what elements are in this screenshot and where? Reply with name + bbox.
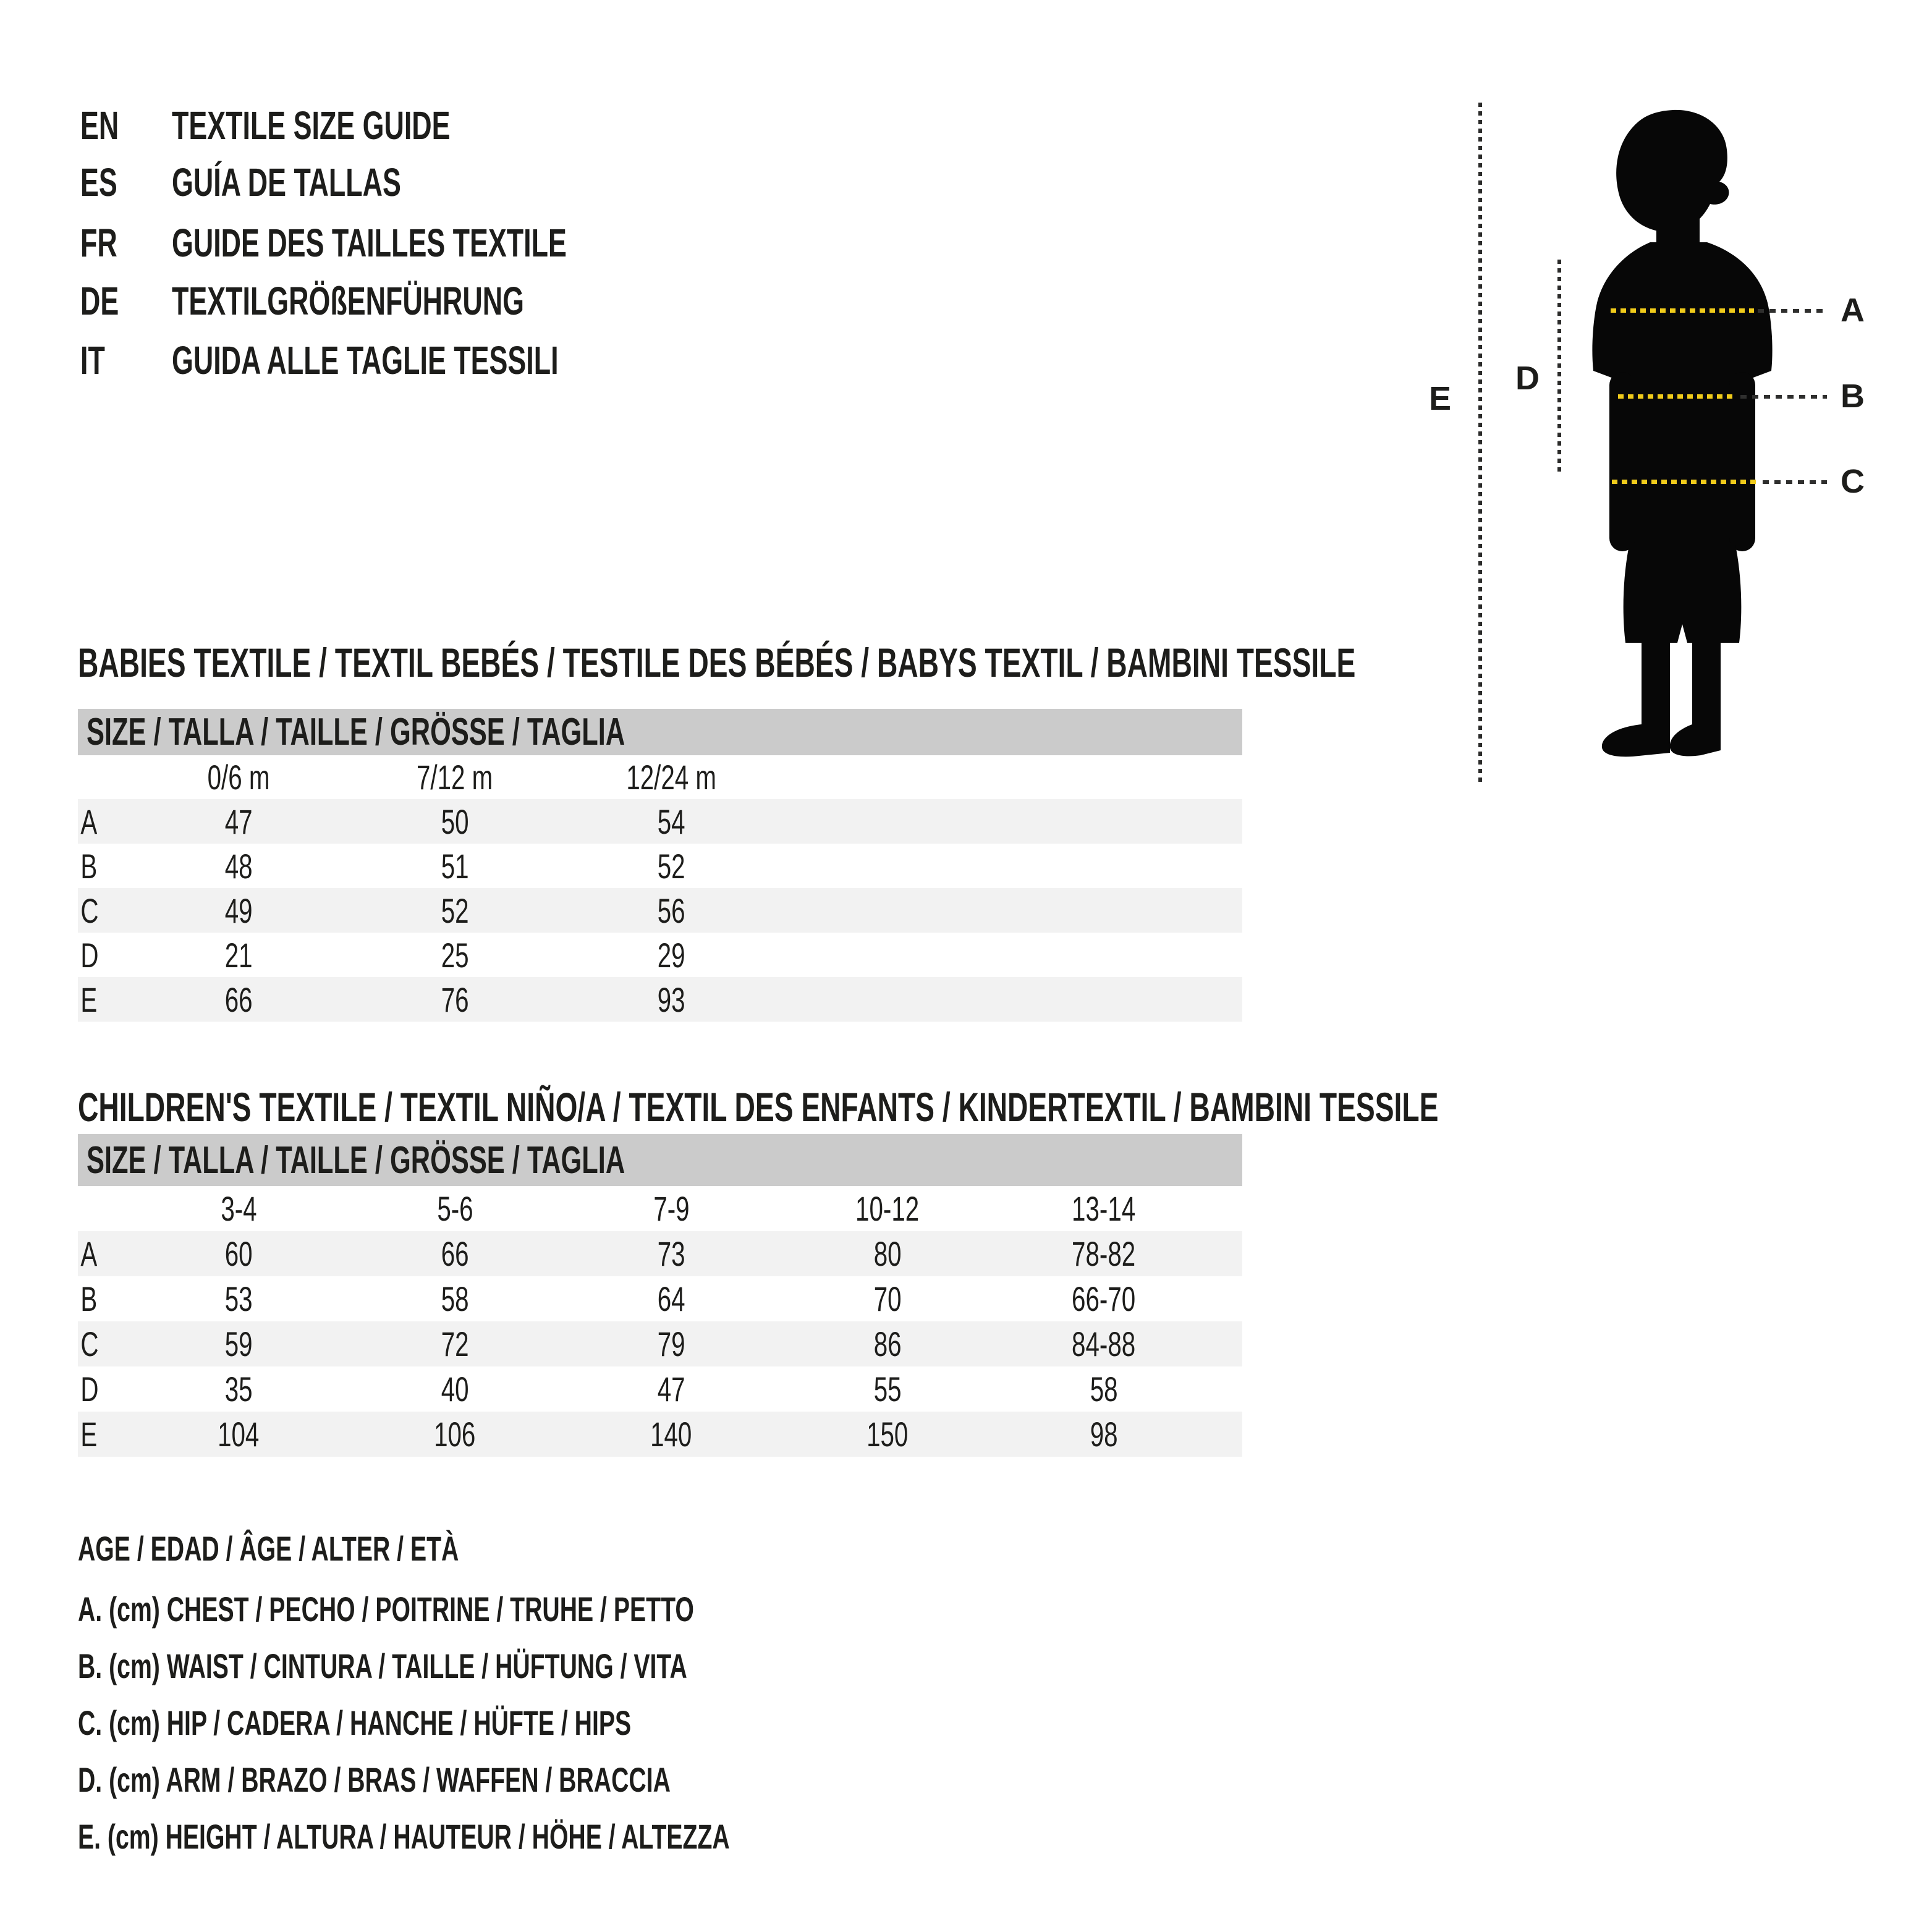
children-e-2: 140 (650, 1415, 692, 1454)
chest-leader-dash (1758, 309, 1827, 313)
babies-col-2: 12/24 m (626, 758, 716, 797)
babies-col-0: 0/6 m (207, 758, 270, 797)
legend-arm: D. (cm) ARM / BRAZO / BRAS / WAFFEN / BRACCIA (78, 1760, 671, 1799)
babies-section-title: BABIES TEXTILE / TEXTIL BEBÉS / TESTILE DES BÉBÉS / BABYS TEXTIL / BAMBINI TESSILE (78, 640, 1356, 685)
children-d-0: 35 (224, 1370, 253, 1409)
children-row-e-label: E (80, 1415, 98, 1454)
legend-height: E. (cm) HEIGHT / ALTURA / HAUTEUR / HÖHE / ALTEZZA (78, 1817, 730, 1856)
children-row-b-label: B (80, 1279, 98, 1318)
table-row (78, 1412, 1242, 1457)
table-row (78, 888, 1242, 933)
chest-label: A (1841, 292, 1865, 329)
children-d-1: 40 (441, 1370, 469, 1409)
lang-code-es: ES (80, 160, 117, 205)
babies-row-c-label: C (80, 891, 99, 930)
babies-row-b-label: B (80, 846, 98, 886)
table-row (78, 933, 1242, 977)
arm-dotted-line (1557, 260, 1561, 475)
babies-row-e-label: E (80, 980, 98, 1019)
lang-title-it: GUIDA ALLE TAGLIE TESSILI (172, 338, 559, 383)
lang-row-es (80, 158, 499, 207)
lang-code-it: IT (80, 338, 105, 383)
children-a-1: 66 (441, 1234, 469, 1273)
chest-yellow-dash (1611, 308, 1754, 313)
children-row-d-label: D (80, 1370, 99, 1409)
children-e-1: 106 (434, 1415, 476, 1454)
children-b-3: 70 (873, 1279, 902, 1318)
babies-d-2: 29 (657, 935, 685, 975)
children-row-c-label: C (80, 1324, 99, 1363)
children-b-0: 53 (224, 1279, 253, 1318)
table-row (78, 1366, 1242, 1412)
children-c-3: 86 (873, 1324, 902, 1363)
babies-a-2: 54 (657, 802, 685, 841)
babies-b-2: 52 (657, 846, 685, 886)
children-c-0: 59 (224, 1324, 253, 1363)
babies-e-2: 93 (657, 980, 685, 1019)
children-a-2: 73 (657, 1234, 685, 1273)
babies-row-d-label: D (80, 935, 99, 975)
children-size-header: SIZE / TALLA / TAILLE / GRÖSSE / TAGLIA (87, 1138, 625, 1182)
babies-e-1: 76 (441, 980, 469, 1019)
children-a-3: 80 (873, 1234, 902, 1273)
lang-title-es: GUÍA DE TALLAS (172, 160, 401, 205)
height-label: E (1429, 380, 1452, 417)
children-e-0: 104 (218, 1415, 260, 1454)
children-section-title: CHILDREN'S TEXTILE / TEXTIL NIÑO/A / TEXTIL DES ENFANTS / KINDERTEXTIL / BAMBINI TESSILE (78, 1084, 1439, 1130)
babies-row-a-label: A (80, 802, 98, 841)
hip-label: C (1841, 463, 1865, 500)
children-col-2: 7-9 (653, 1189, 690, 1228)
children-col-1: 5-6 (436, 1189, 473, 1228)
children-b-1: 58 (441, 1279, 469, 1318)
children-row-a-label: A (80, 1234, 98, 1273)
children-col-0: 3-4 (220, 1189, 257, 1228)
children-d-4: 58 (1090, 1370, 1118, 1409)
lang-row-fr (80, 218, 736, 268)
babies-size-header: SIZE / TALLA / TAILLE / GRÖSSE / TAGLIA (87, 711, 625, 753)
babies-col-1: 7/12 m (417, 758, 493, 797)
children-e-4: 98 (1090, 1415, 1118, 1454)
table-row (78, 1231, 1242, 1276)
babies-b-1: 51 (441, 846, 469, 886)
arm-label: D (1515, 360, 1540, 397)
table-row (78, 1321, 1242, 1366)
children-col-3: 10-12 (855, 1189, 920, 1228)
waist-yellow-dash (1618, 394, 1737, 399)
lang-code-en: EN (80, 103, 119, 148)
babies-d-1: 25 (441, 935, 469, 975)
lang-row-it (80, 336, 724, 385)
children-d-2: 47 (657, 1370, 685, 1409)
lang-code-de: DE (80, 279, 119, 323)
lang-row-de (80, 276, 675, 326)
babies-d-0: 21 (224, 935, 253, 975)
lang-title-de: TEXTILGRÖßENFÜHRUNG (172, 279, 524, 323)
children-c-4: 84-88 (1072, 1324, 1136, 1363)
legend-hip: C. (cm) HIP / CADERA / HANCHE / HÜFTE / HIPS (78, 1703, 632, 1742)
babies-e-0: 66 (224, 980, 253, 1019)
children-d-3: 55 (873, 1370, 902, 1409)
table-row (78, 1276, 1242, 1321)
children-c-1: 72 (441, 1324, 469, 1363)
lang-row-en (80, 101, 570, 150)
legend-age: AGE / EDAD / ÂGE / ALTER / ETÀ (78, 1529, 459, 1568)
children-b-2: 64 (657, 1279, 685, 1318)
waist-label: B (1841, 378, 1865, 415)
children-column-header-row (78, 1186, 1242, 1231)
babies-column-header-row (78, 755, 1242, 799)
table-row (78, 799, 1242, 844)
babies-c-1: 52 (441, 891, 469, 930)
hip-yellow-dash (1612, 480, 1759, 484)
babies-c-2: 56 (657, 891, 685, 930)
children-size-header-band (78, 1134, 1242, 1186)
hip-leader-dash (1763, 480, 1827, 484)
children-c-2: 79 (657, 1324, 685, 1363)
babies-a-1: 50 (441, 802, 469, 841)
lang-code-fr: FR (80, 221, 117, 265)
babies-c-0: 49 (224, 891, 253, 930)
lang-title-fr: GUIDE DES TAILLES TEXTILE (172, 221, 567, 265)
children-b-4: 66-70 (1072, 1279, 1136, 1318)
babies-b-0: 48 (224, 846, 253, 886)
children-a-0: 60 (224, 1234, 253, 1273)
legend-chest: A. (cm) CHEST / PECHO / POITRINE / TRUHE / PETTO (78, 1590, 694, 1629)
children-col-4: 13-14 (1072, 1189, 1136, 1228)
waist-leader-dash (1740, 395, 1827, 399)
lang-title-en: TEXTILE SIZE GUIDE (172, 103, 451, 148)
babies-a-0: 47 (224, 802, 253, 841)
table-row (78, 844, 1242, 888)
legend-waist: B. (cm) WAIST / CINTURA / TAILLE / HÜFTUNG / VITA (78, 1646, 687, 1685)
table-row (78, 977, 1242, 1022)
children-a-4: 78-82 (1072, 1234, 1136, 1273)
babies-size-header-band (78, 709, 1242, 755)
children-e-3: 150 (866, 1415, 909, 1454)
